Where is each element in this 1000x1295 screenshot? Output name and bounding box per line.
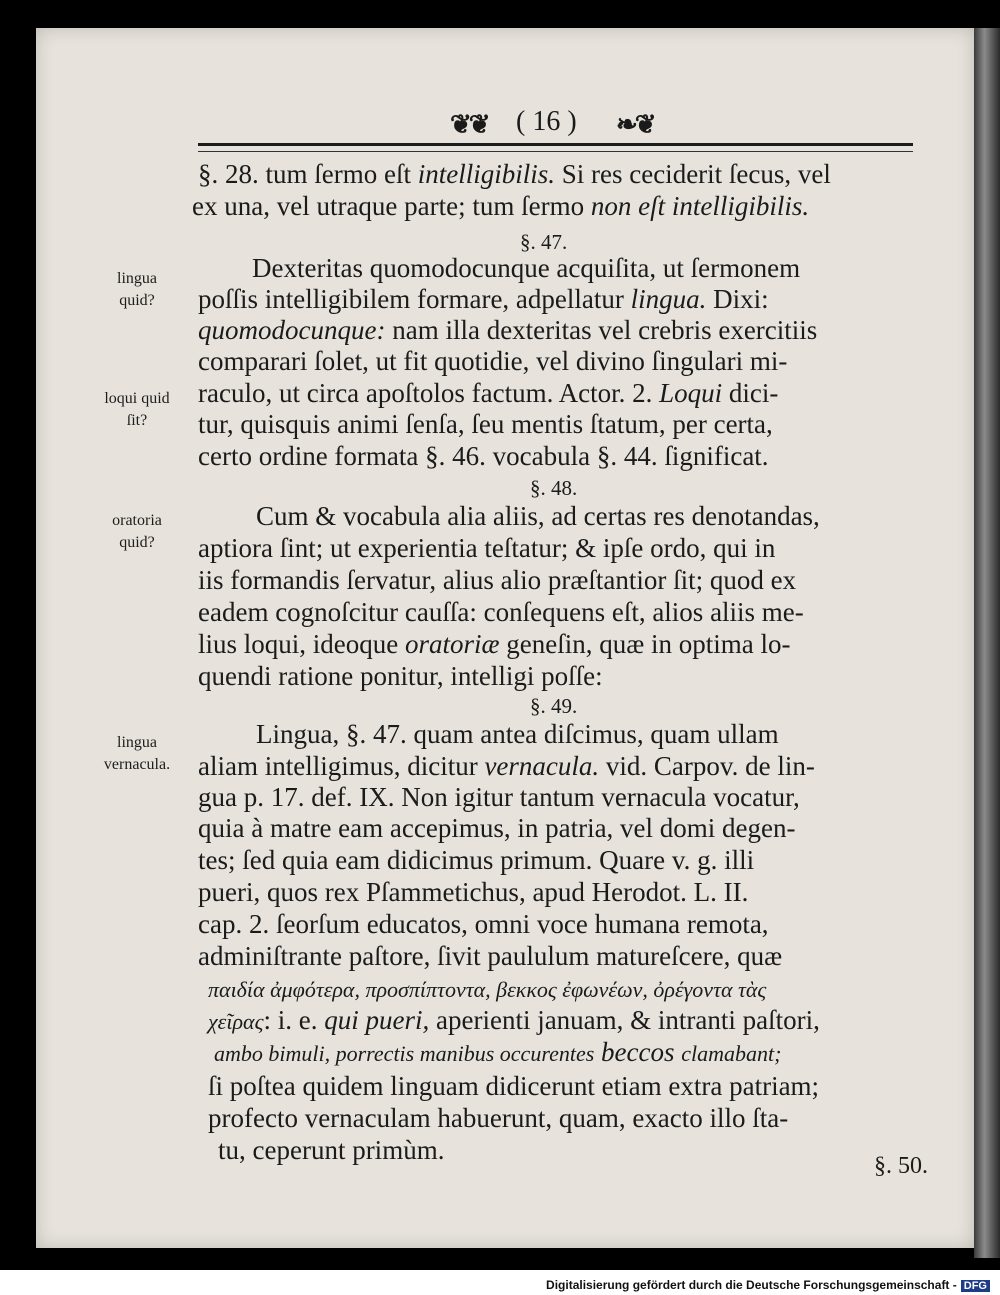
header-rule xyxy=(198,143,913,146)
text-line: quendi ratione ponitur, intelligi poſſe: xyxy=(198,661,603,691)
text-line: tur, quisquis animi ſenſa, ſeu mentis ſtatum, per certa, xyxy=(198,409,773,439)
section-heading: §. 47. xyxy=(520,230,568,254)
text-line: comparari ſolet, ut fit quotidie, vel divino ſingulari mi- xyxy=(198,346,788,376)
text-line: §. 28. tum ſermo eſt intelligibilis. Si res ceciderit ſecus, vel xyxy=(198,159,831,189)
text-line: poſſis intelligibilem formare, adpellatur lingua. Dixi: xyxy=(198,284,769,314)
text-line: raculo, ut circa apoſtolos factum. Actor. 2. Loqui dici- xyxy=(198,378,779,408)
text-line: certo ordine formata §. 46. vocabula §. 44. ſignificat. xyxy=(198,441,769,471)
section-heading: §. 48. xyxy=(530,476,578,500)
text-line: aptiora ſint; ut experientia teſtatur; & ipſe ordo, qui in xyxy=(198,533,776,563)
text-line: ex una, vel utraque parte; tum ſermo non eſt intelligibilis. xyxy=(192,191,810,221)
text-line: Cum & vocabula alia aliis, ad certas res denotandas, xyxy=(256,501,820,531)
text-line: gua p. 17. def. IX. Non igitur tantum vernacula vocatur, xyxy=(198,782,800,812)
text-line: tes; ſed quia eam didicimus primum. Quare v. g. illi xyxy=(198,845,755,875)
margin-note: lingua quid? xyxy=(117,270,157,309)
text-line: lius loqui, ideoque oratoriæ geneſin, quæ in optima lo- xyxy=(198,629,791,659)
text-line: aliam intelligimus, dicitur vernacula. vid. Carpov. de lin- xyxy=(198,751,815,781)
page-number: ( 16 ) xyxy=(516,106,577,137)
text-line: cap. 2. ſeorſum educatos, omni voce humana remota, xyxy=(198,909,769,939)
text-line: tu, ceperunt primùm. xyxy=(218,1135,445,1165)
left-ornament-icon: ❦❦ xyxy=(450,110,488,139)
book-edge xyxy=(974,28,1000,1258)
text-line: eadem cognoſcitur cauſſa: conſequens eſt, alios aliis me- xyxy=(198,597,804,627)
text-line: quomodocunque: nam illa dexteritas vel crebris exercitiis xyxy=(198,315,818,345)
text-line: adminiſtrante paſtore, ſivit paululum matureſcere, quæ xyxy=(198,941,783,971)
margin-note: oratoria quid? xyxy=(112,512,162,551)
text-line: Lingua, §. 47. quam antea diſcimus, quam ullam xyxy=(256,719,779,749)
margin-note: lingua vernacula. xyxy=(103,734,171,773)
margin-note: loqui quid ſit? xyxy=(104,390,170,429)
text-line: χεῖρας: i. e. qui pueri, aperienti januam, & intranti paſtori, xyxy=(208,1005,820,1035)
page-header xyxy=(440,106,680,146)
right-ornament-icon: ❧❦ xyxy=(616,110,654,139)
text-line: profecto vernaculam habuerunt, quam, exacto illo ſta- xyxy=(208,1103,789,1133)
text-line: παιδία ἀμφότερα, προσπίπτοντα, βεκκος ἐφωνέων, ὀρέγοντα τὰς xyxy=(208,977,767,1002)
dfg-logo: DFG xyxy=(961,1280,990,1292)
footer-credit: Digitalisierung gefördert durch die Deutsche Forschungsgemeinschaft - DFG xyxy=(546,1278,990,1292)
text-line: ambo bimuli, porrectis manibus occurentes beccos clamabant; xyxy=(214,1037,782,1067)
catchword: §. 50. xyxy=(874,1153,928,1179)
text-line: ſi poſtea quidem linguam didicerunt etiam extra patriam; xyxy=(208,1071,820,1101)
text-line: iis formandis ſervatur, alius alio præſtantior ſit; quod ex xyxy=(198,565,797,595)
text-line: pueri, quos rex Pſammetichus, apud Herodot. L. II. xyxy=(198,877,749,907)
text-line: Dexteritas quomodocunque acquiſita, ut ſermonem xyxy=(252,253,801,283)
section-heading: §. 49. xyxy=(530,694,578,718)
header-rule-thin xyxy=(198,151,913,152)
text-line: quia à matre eam accepimus, in patria, vel domi degen- xyxy=(198,813,796,843)
